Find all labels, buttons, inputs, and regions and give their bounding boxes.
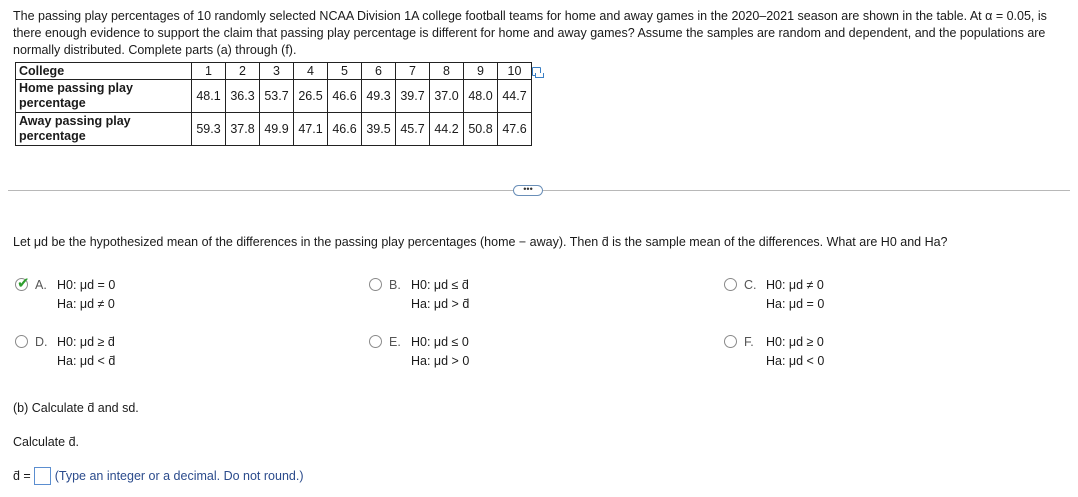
college-number: 7 (396, 63, 430, 80)
radio-icon[interactable] (369, 335, 382, 348)
header-label: College (16, 63, 192, 80)
part-b-heading: (b) Calculate d̄ and sd. (13, 401, 139, 415)
away-label: Away passing play percentage (16, 113, 192, 146)
option-b[interactable] (369, 276, 569, 316)
college-number: 8 (430, 63, 464, 80)
away-value: 47.1 (294, 113, 328, 146)
option-letter: E. (389, 335, 401, 349)
away-value: 50.8 (464, 113, 498, 146)
table-header-row (16, 63, 532, 80)
home-value: 44.7 (498, 80, 532, 113)
home-value: 39.7 (396, 80, 430, 113)
away-value: 59.3 (192, 113, 226, 146)
h0-statement: H0: μd ≠ 0 (766, 278, 824, 292)
ha-statement: Ha: μd ≠ 0 (57, 297, 115, 311)
ha-statement: Ha: μd > 0 (411, 354, 470, 368)
d-bar-input[interactable] (34, 467, 51, 485)
option-c[interactable] (724, 276, 924, 316)
college-number: 3 (260, 63, 294, 80)
h0-statement: H0: μd ≥ d̄ (57, 335, 115, 349)
home-label: Home passing play percentage (16, 80, 192, 113)
college-number: 6 (362, 63, 396, 80)
ha-statement: Ha: μd > d̄ (411, 297, 470, 311)
home-value: 36.3 (226, 80, 260, 113)
away-value: 49.9 (260, 113, 294, 146)
ha-statement: Ha: μd < d̄ (57, 354, 116, 368)
option-letter: C. (744, 278, 757, 292)
home-value: 48.0 (464, 80, 498, 113)
option-d[interactable] (15, 333, 215, 373)
ha-statement: Ha: μd < 0 (766, 354, 825, 368)
problem-intro: The passing play percentages of 10 randomly selected NCAA Division 1A college football teams for home and away games in the 2020–2021 season are shown in the table. At α = 0.05, is there enough evidence to support the claim that passing play percentage is different for home and away games? Assume the samples are random and dependent, and the populations are normally distributed. Complete parts (a) through (f). (13, 9, 1047, 57)
radio-icon[interactable] (369, 278, 382, 291)
h0-statement: H0: μd = 0 (57, 278, 116, 292)
college-number: 10 (498, 63, 532, 80)
h0-statement: H0: μd ≤ d̄ (411, 278, 469, 292)
option-f[interactable] (724, 333, 924, 373)
home-value: 37.0 (430, 80, 464, 113)
option-letter: A. (35, 278, 47, 292)
away-value: 39.5 (362, 113, 396, 146)
home-value: 49.3 (362, 80, 396, 113)
calculate-prompt: Calculate d̄. (13, 435, 80, 449)
data-table (15, 62, 532, 146)
away-row (16, 113, 532, 146)
answer-label: d̄ = (13, 469, 31, 483)
home-row (16, 80, 532, 113)
answer-row (13, 467, 303, 485)
away-value: 45.7 (396, 113, 430, 146)
away-value: 47.6 (498, 113, 532, 146)
away-value: 44.2 (430, 113, 464, 146)
question-text: Let μd be the hypothesized mean of the differences in the passing play percentages (home − away). Then d̄ is the sample mean of the differences. What are H0 and Ha? (13, 235, 948, 249)
college-number: 1 (192, 63, 226, 80)
college-number: 4 (294, 63, 328, 80)
away-value: 37.8 (226, 113, 260, 146)
home-value: 48.1 (192, 80, 226, 113)
college-number: 9 (464, 63, 498, 80)
radio-icon[interactable] (724, 335, 737, 348)
show-more-button[interactable]: ••• (513, 185, 543, 196)
h0-statement: H0: μd ≥ 0 (766, 335, 824, 349)
option-letter: F. (744, 335, 754, 349)
radio-icon[interactable] (724, 278, 737, 291)
home-value: 46.6 (328, 80, 362, 113)
copy-table-icon[interactable] (532, 67, 541, 76)
option-a[interactable] (15, 276, 215, 316)
option-letter: B. (389, 278, 401, 292)
college-number: 2 (226, 63, 260, 80)
home-value: 53.7 (260, 80, 294, 113)
away-value: 46.6 (328, 113, 362, 146)
home-value: 26.5 (294, 80, 328, 113)
ha-statement: Ha: μd = 0 (766, 297, 825, 311)
option-letter: D. (35, 335, 48, 349)
answer-hint: (Type an integer or a decimal. Do not round.) (54, 469, 304, 483)
college-number: 5 (328, 63, 362, 80)
checkmark-icon: ✔ (17, 275, 30, 292)
radio-icon[interactable] (15, 335, 28, 348)
h0-statement: H0: μd ≤ 0 (411, 335, 469, 349)
option-e[interactable] (369, 333, 569, 373)
